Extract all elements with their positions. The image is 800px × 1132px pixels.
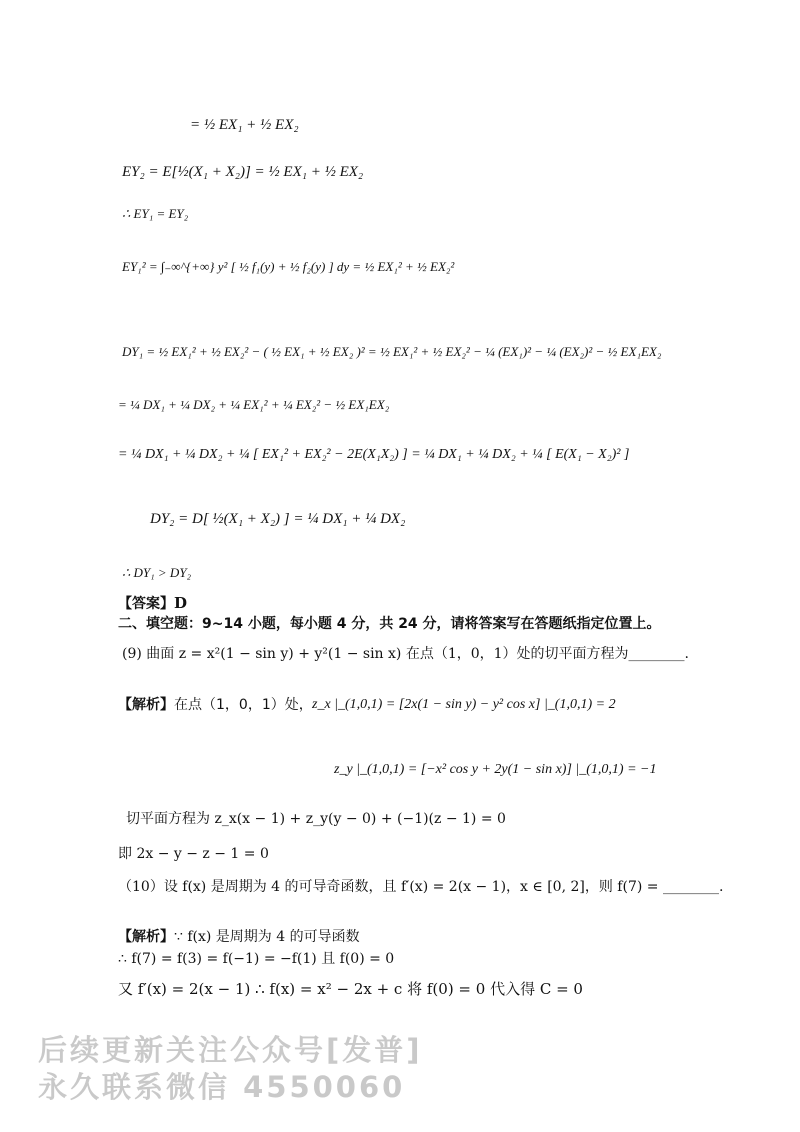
q9-zy-formula: z_y |_(1,0,1) = [−x² cos y + 2y(1 − sin x)] |_(1,0,1) = −1 — [334, 762, 657, 777]
q10-solution-row — [118, 930, 360, 944]
eq-line-3: ∴ EY₁ = EY₂ — [122, 206, 189, 221]
eq-line-2: EY₂ = E[½(X₁ + X₂)] = ½ EX₁ + ½ EX₂ — [122, 164, 364, 180]
eq-line-6: = ¼ DX₁ + ¼ DX₂ + ¼ EX₁² + ¼ EX₂² − ½ EX₁EX₂ — [118, 397, 390, 412]
q9-sol-intro: 在点（1，0，1）处， — [174, 697, 313, 713]
q10-line-2: ∴ f(7) = f(3) = f(−1) = −f(1) 且 f(0) = 0 — [118, 951, 395, 967]
answer-label: 【答案】 — [118, 596, 174, 612]
watermark-line-2: 永久联系微信 4550060 — [38, 1070, 406, 1104]
analysis-label-2: 【解析】 — [118, 929, 174, 945]
q10-line-1: ∵ f(x) 是周期为 4 的可导函数 — [174, 929, 360, 945]
answer-row — [118, 596, 187, 611]
q9-text: (9) 曲面 z = x²(1 − sin y) + y²(1 − sin x) 在点（1，0，1）处的切平面方程为________. — [122, 646, 690, 662]
q10-text: （10）设 f(x) 是周期为 4 的可导奇函数，且 f′(x) = 2(x − 1)，x ∈ [0, 2]，则 f(7) = ________. — [118, 879, 724, 895]
eq-line-5: DY₁ = ½ EX₁² + ½ EX₂² − ( ½ EX₁ + ½ EX₂ )² = ½ EX₁² + ½ EX₂² − ¼ (EX₁)² − ¼ (EX₂)² − ½ EX₁EX₂ — [122, 344, 662, 359]
eq-line-8: DY₂ = D[ ½(X₁ + X₂) ] = ¼ DX₁ + ¼ DX₂ — [150, 511, 406, 527]
eq-line-1: = ½ EX₁ + ½ EX₂ — [190, 117, 299, 133]
q10-line-3: 又 f′(x) = 2(x − 1) ∴ f(x) = x² − 2x + c 将 f(0) = 0 代入得 C = 0 — [118, 980, 583, 998]
analysis-label: 【解析】 — [118, 697, 174, 713]
q9-final-answer: 即 2x − y − z − 1 = 0 — [118, 846, 269, 862]
q9-zx-formula: z_x |_(1,0,1) = [2x(1 − sin y) − y² cos x] |_(1,0,1) = 2 — [312, 697, 616, 712]
answer-value: D — [174, 594, 188, 612]
q9-solution-row — [118, 698, 313, 712]
eq-line-4: EY₁² = ∫₋∞^{+∞} y² [ ½ f₁(y) + ½ f₂(y) ] dy = ½ EX₁² + ½ EX₂² — [122, 259, 455, 274]
watermark-line-1: 后续更新关注公众号[发普] — [38, 1033, 423, 1067]
eq-line-7: = ¼ DX₁ + ¼ DX₂ + ¼ [ EX₁² + EX₂² − 2E(X₁X₂) ] = ¼ DX₁ + ¼ DX₂ + ¼ [ E(X₁ − X₂)² ] — [118, 447, 630, 462]
section-header: 二、填空题：9~14 小题，每小题 4 分，共 24 分，请将答案写在答题纸指定位置上。 — [118, 616, 661, 632]
eq-line-9: ∴ DY₁ > DY₂ — [122, 565, 192, 580]
q9-plane-equation: 切平面方程为 z_x(x − 1) + z_y(y − 0) + (−1)(z − 1) = 0 — [126, 811, 506, 827]
